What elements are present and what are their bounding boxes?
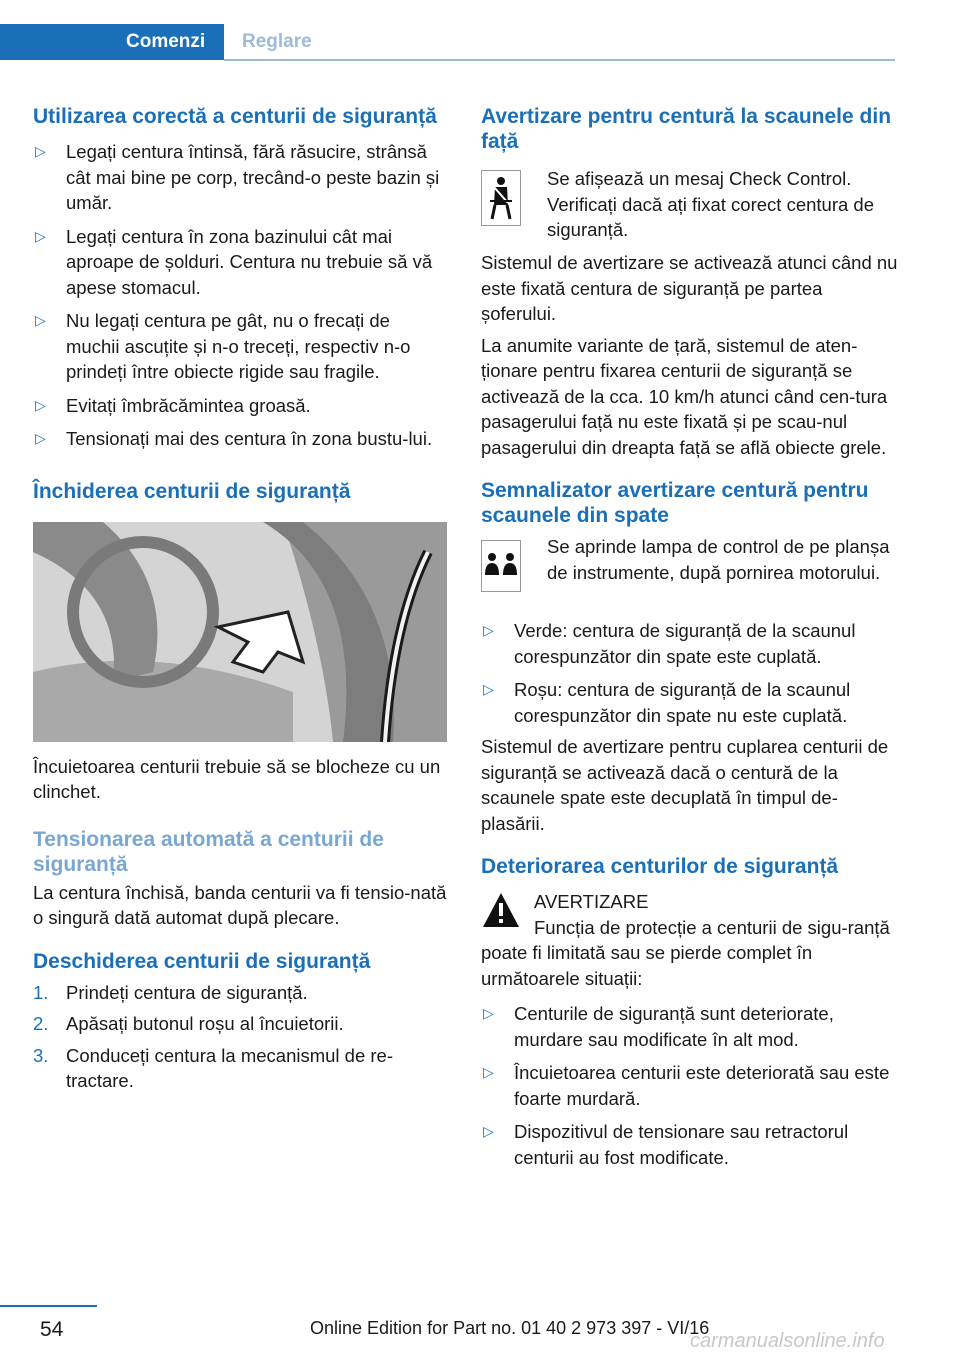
section-title-correct-use: Utilizarea corectă a centurii de siguranță bbox=[33, 105, 437, 128]
front-warning-icon-text: Se afișează un mesaj Check Control. Verificați dacă ați fixat corect centura de siguranță. bbox=[547, 168, 875, 240]
tab-comenzi[interactable]: Comenzi bbox=[0, 24, 224, 60]
triangle-marker-icon: ▷ bbox=[35, 312, 46, 328]
auto-tension-text: La centura închisă, banda centurii va fi tensio-nată o singură dată automat după plecare. bbox=[33, 881, 447, 928]
closing-text: Încuietoarea centurii trebuie să se blocheze cu un clinchet. bbox=[33, 755, 441, 802]
rear-indicator-icon-text: Se aprinde lampa de control de pe planșa de instrumente, după pornirea motorului. bbox=[547, 536, 890, 583]
front-warning-p1: Sistemul de avertizare se activează atunci când nu este fixată centura de siguranță pe partea șoferului. bbox=[481, 252, 898, 324]
seat-illustration bbox=[33, 522, 447, 742]
triangle-marker-icon: ▷ bbox=[483, 681, 494, 697]
left-column bbox=[33, 104, 448, 1094]
rear-indicator-list bbox=[481, 618, 899, 728]
tab-reglare[interactable]: Reglare bbox=[242, 31, 312, 52]
tab-divider bbox=[224, 59, 895, 61]
rear-indicator-icon-block bbox=[481, 534, 899, 610]
page-number: 54 bbox=[40, 1318, 64, 1341]
section-title-opening: Deschiderea centurii de siguranță bbox=[33, 949, 371, 973]
triangle-marker-icon: ▷ bbox=[483, 1005, 494, 1021]
list-item: ▷ Legați centura întinsă, fără răsucire, strânsă cât mai bine pe corp, trecând-o peste bazin și umăr. bbox=[35, 141, 440, 213]
list-item: ▷ Încuietoarea centurii este deteriorată sau este foarte murdară. bbox=[483, 1062, 890, 1109]
triangle-marker-icon: ▷ bbox=[483, 1064, 494, 1080]
seatbelt-buckle-photo bbox=[33, 522, 447, 742]
right-column bbox=[481, 104, 899, 1170]
section-title-damage: Deteriorarea centurilor de siguranță bbox=[481, 855, 839, 878]
triangle-marker-icon: ▷ bbox=[35, 227, 46, 244]
section-title-auto-tension: Tensionarea automată a centurii de siguranță bbox=[33, 827, 384, 876]
tab-bar bbox=[0, 24, 895, 62]
triangle-marker-icon: ▷ bbox=[483, 1123, 494, 1139]
triangle-marker-icon: ▷ bbox=[35, 430, 46, 446]
list-item: ▷ Evitați îmbrăcămintea groasă. bbox=[33, 393, 448, 419]
list-item: ▷ Centurile de siguranță sunt deteriorate, murdare sau modificate în alt mod. bbox=[483, 1003, 834, 1050]
rear-indicator-text: Sistemul de avertizare pentru cuplarea centurii de siguranță se activează dacă o centură de la scaunele spate este decuplată în timpul de-plasării. bbox=[481, 736, 889, 834]
step-item: 1. Prindeți centura de siguranță. bbox=[33, 981, 308, 1003]
section-title-rear-indicator: Semnalizator avertizare centură pentru scaunele din spate bbox=[481, 479, 869, 527]
watermark: carmanualsonline.info bbox=[690, 1330, 885, 1352]
list-item: ▷ Tensionați mai des centura în zona bustu-lui. bbox=[33, 426, 448, 452]
list-item: ▷ Verde: centura de siguranță de la scaunul corespunzător din spate este cuplată. bbox=[483, 620, 856, 667]
seatbelt-warning-icon bbox=[481, 170, 521, 226]
triangle-marker-icon: ▷ bbox=[35, 143, 46, 159]
warning-text: Funcția de protecție a centurii de sigu-ranță poate fi limitată sau se pierde complet în următoarele situații: bbox=[481, 916, 890, 989]
list-item: ▷ Nu legați centura pe gât, nu o frecați de muchii ascuțite și n-o treceți, respectiv n-o prindeți între obiecte rigide sau fragile. bbox=[35, 310, 411, 382]
triangle-marker-icon: ▷ bbox=[483, 622, 494, 638]
front-warning-p2: La anumite variante de țară, sistemul de aten-ționare pentru fixarea centurii de siguranță se activează de la cca. 10 km/h atunci când cen-tura pasagerului față nu este fixată și pe scau-nul pasagerului din dreapta față se află obiecte grele. bbox=[481, 334, 888, 458]
section-title-closing: Închiderea centurii de siguranță bbox=[33, 479, 351, 503]
opening-steps bbox=[33, 980, 448, 1094]
step-item: 3. Conduceți centura la mecanismul de re-tractare. bbox=[33, 1044, 393, 1091]
step-item: 2. Apăsați butonul roșu al încuietorii. bbox=[33, 1013, 344, 1034]
warning-block bbox=[481, 889, 899, 991]
warning-triangle-icon bbox=[481, 891, 521, 929]
rear-seat-occupants-icon bbox=[481, 540, 521, 592]
edition-info: Online Edition for Part no. 01 40 2 973 397 - VI/16 bbox=[310, 1318, 710, 1338]
list-item: ▷ Dispozitivul de tensionare sau retractorul centurii au fost modificate. bbox=[483, 1121, 849, 1168]
section-title-front-warning: Avertizare pentru centură la scaunele din față bbox=[481, 105, 892, 153]
damage-list bbox=[481, 1001, 899, 1170]
warning-label: AVERTIZARE bbox=[534, 891, 649, 912]
list-item: ▷ Roșu: centura de siguranță de la scaunul corespunzător din spate nu este cuplată. bbox=[483, 679, 851, 726]
list-item: ▷ Legați centura în zona bazinului cât mai aproape de șolduri. Centura nu trebuie să vă apese stomacul. bbox=[35, 225, 433, 298]
triangle-marker-icon: ▷ bbox=[35, 396, 46, 413]
front-warning-icon-block bbox=[481, 166, 899, 244]
footer-rule bbox=[0, 1305, 97, 1307]
correct-use-list bbox=[33, 139, 448, 452]
